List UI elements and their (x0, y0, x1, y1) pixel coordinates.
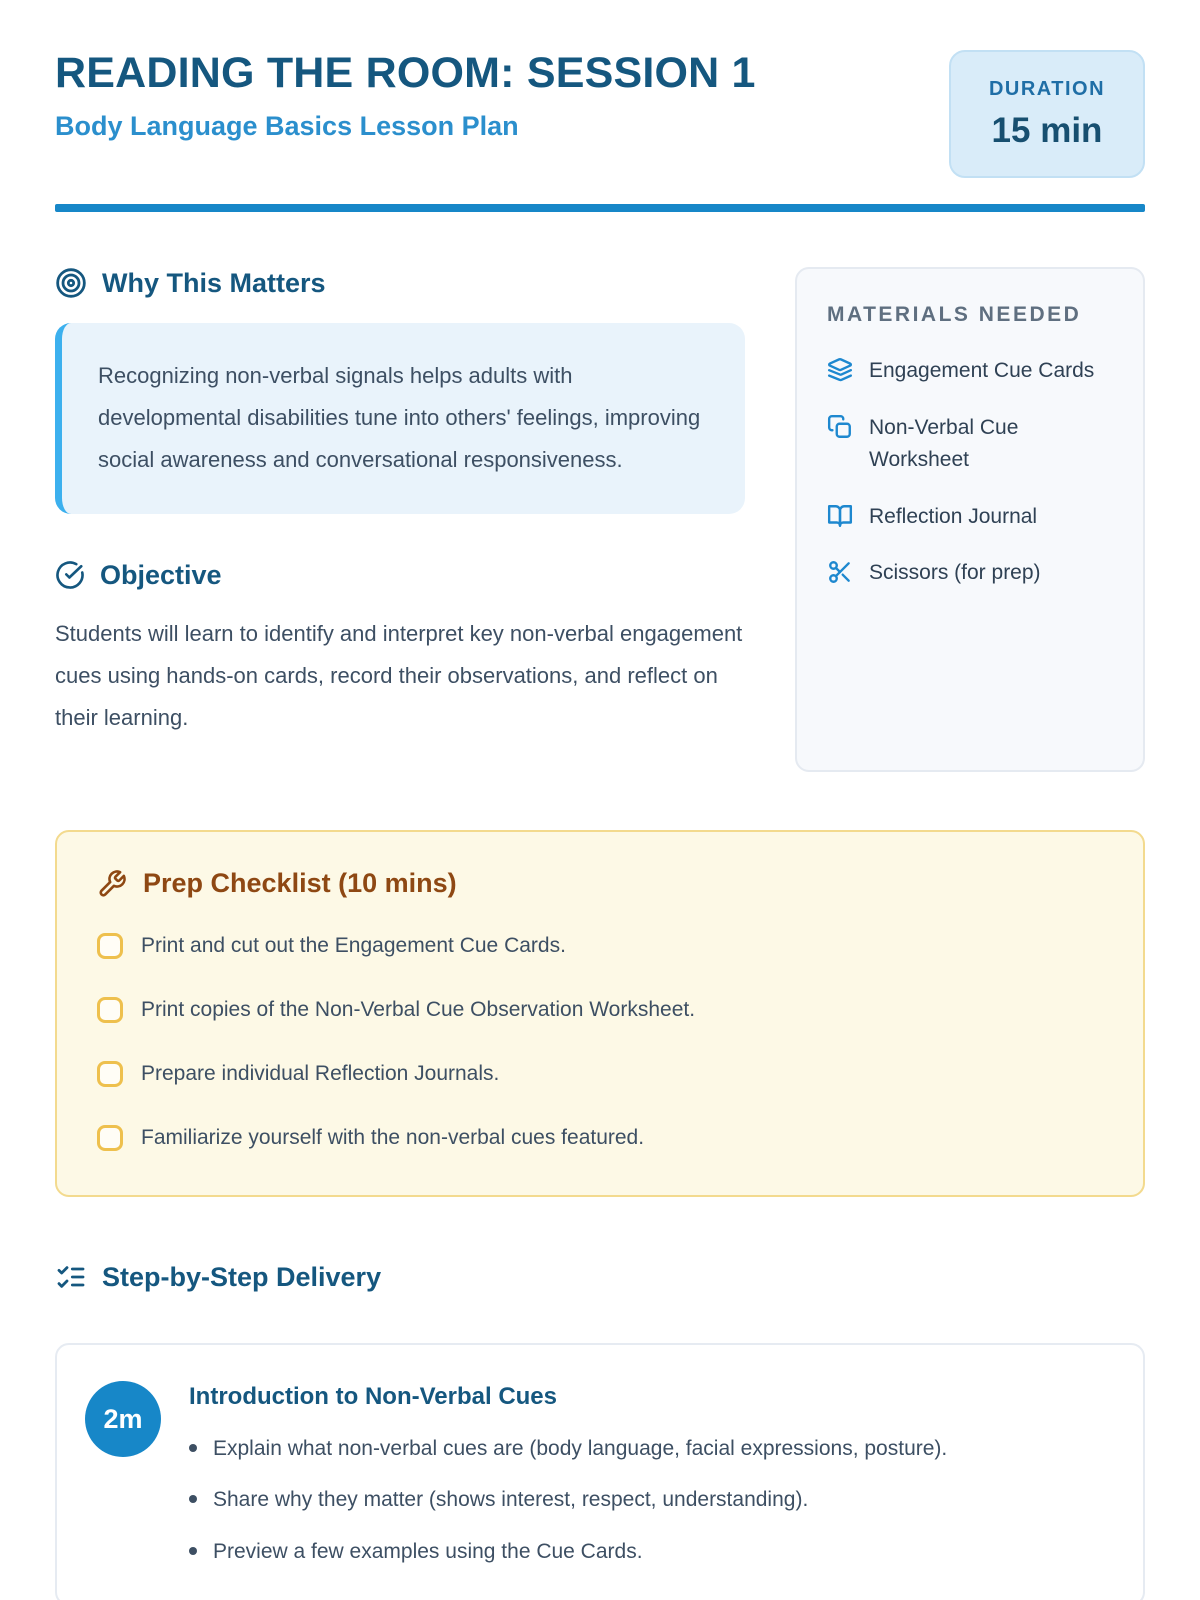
prep-item-label: Familiarize yourself with the non-verbal cues featured. (141, 1126, 645, 1149)
material-label: Scissors (for prep) (869, 561, 1041, 585)
prep-checklist-card (55, 830, 1145, 1197)
page-header (55, 50, 1145, 178)
why-this-matters-callout (55, 323, 745, 514)
duration-value: 15 min (991, 110, 1103, 150)
prep-item (97, 997, 1103, 1023)
open-book-icon (827, 501, 853, 529)
check-circle-icon (55, 560, 85, 590)
prep-item (97, 1125, 1103, 1151)
steps-section-label: Step-by-Step Delivery (102, 1261, 382, 1292)
step-card-1 (55, 1343, 1145, 1600)
layers-icon (827, 355, 853, 383)
copy-icon (827, 412, 853, 440)
step-bullet-text: Explain what non-verbal cues are (body language, facial expressions, posture). (213, 1437, 948, 1460)
step-duration-badge: 2m (85, 1381, 161, 1457)
prep-item (97, 1061, 1103, 1087)
material-item-cue-cards (827, 355, 1113, 388)
checkbox[interactable] (97, 933, 123, 959)
material-item-worksheet (827, 412, 1113, 477)
main-content (55, 267, 1145, 772)
prep-checklist-label: Prep Checklist (10 mins) (143, 868, 457, 898)
objective-label: Objective (100, 559, 222, 590)
materials-needed-title: MATERIALS NEEDED (827, 303, 1082, 326)
material-item-journal (827, 501, 1113, 534)
checkbox[interactable] (97, 997, 123, 1023)
step-bullet-text: Preview a few examples using the Cue Cards. (213, 1539, 643, 1563)
materials-list (827, 355, 1113, 590)
why-this-matters-heading (55, 267, 745, 299)
scissors-icon (827, 557, 853, 585)
step-body (189, 1377, 947, 1566)
callout-text: Recognizing non-verbal signals helps adults with developmental disabilities tune into others' feelings, improving social awareness and conversational responsiveness. (98, 363, 701, 473)
checkbox[interactable] (97, 1061, 123, 1087)
step-bullet (189, 1538, 947, 1566)
page-subtitle: Body Language Basics Lesson Plan (55, 111, 519, 142)
step-bullet (189, 1435, 947, 1463)
bullet-dot (189, 1495, 197, 1503)
material-label: Non-Verbal Cue Worksheet (869, 415, 1019, 472)
header-divider (55, 204, 1145, 212)
page-title: READING THE ROOM: SESSION 1 (55, 49, 756, 97)
title-block (55, 50, 756, 142)
objective-heading (55, 560, 745, 591)
step-bullet (189, 1486, 947, 1514)
why-this-matters-label: Why This Matters (102, 267, 326, 298)
main-left-column (55, 267, 745, 739)
duration-label: DURATION (988, 77, 1106, 100)
step-title: Introduction to Non-Verbal Cues (189, 1383, 558, 1410)
prep-checklist-heading (97, 868, 1103, 899)
duration-badge (949, 50, 1145, 178)
prep-item-label: Prepare individual Reflection Journals. (141, 1062, 500, 1085)
materials-needed-card (795, 267, 1145, 772)
checkbox[interactable] (97, 1125, 123, 1151)
bullet-dot (189, 1444, 197, 1452)
steps-section-heading (55, 1261, 1145, 1293)
list-checks-icon (55, 1261, 87, 1293)
prep-item-label: Print copies of the Non-Verbal Cue Observation Worksheet. (141, 998, 696, 1021)
target-icon (55, 267, 87, 299)
objective-text: Students will learn to identify and interpret key non-verbal engagement cues using hands-on cards, record their observations, and reflect on their learning. (55, 620, 743, 731)
prep-checklist-list (97, 933, 1103, 1151)
step-bullet-list (189, 1435, 947, 1566)
bullet-dot (189, 1547, 197, 1555)
material-label: Reflection Journal (869, 504, 1038, 528)
material-item-scissors (827, 557, 1113, 590)
prep-item-label: Print and cut out the Engagement Cue Cards. (141, 934, 566, 957)
step-bullet-text: Share why they matter (shows interest, respect, understanding). (213, 1488, 809, 1512)
material-label: Engagement Cue Cards (869, 359, 1095, 382)
wrench-icon (97, 869, 127, 899)
prep-item (97, 933, 1103, 959)
